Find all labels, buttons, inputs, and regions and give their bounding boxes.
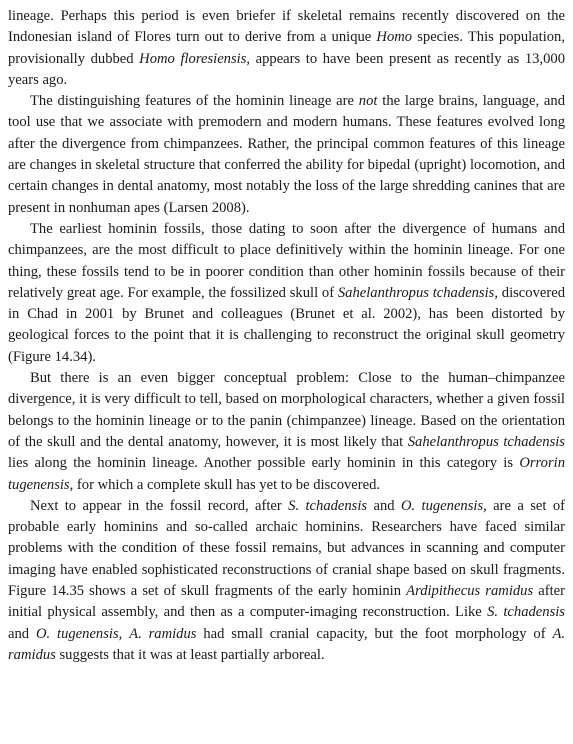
italic-term: Homo floresiensis xyxy=(139,50,247,67)
italic-term: O. tugenensis xyxy=(35,625,119,642)
paragraph xyxy=(8,368,565,496)
text-run: suggests that it was at least partially arboreal. xyxy=(55,646,325,663)
text-run: species. This population, provisionally dubbed xyxy=(8,29,565,67)
text-run: lies along the hominin lineage. Another possible early hominin in this category is xyxy=(8,455,520,472)
text-run: The distinguishing features of the hominin lineage are xyxy=(30,93,359,110)
text-run: But there is an even bigger conceptual problem: Close to the human–chimpanzee divergence, it is very difficult to tell, based on morphological characters, whether a given fossil belongs to the hominin lineage or to the panin (chimpanzee) lineage. Based on the orientation of the skull and the dental anatomy, however, it is most likely that xyxy=(8,370,565,450)
text-run: , xyxy=(118,625,130,642)
text-run: , discovered in Chad in 2001 by Brunet and colleagues (Brunet et al. 2002), has been distorted by geological forces to the point that it is challenging to reconstruct the original skull geometry (Figure 14.34). xyxy=(8,284,565,365)
text-run: after initial physical assembly, and then as a computer-imaging reconstruction. Like xyxy=(8,583,565,621)
text-run: , for which a complete skull has yet to be discovered. xyxy=(69,476,381,493)
italic-term: A. ramidus xyxy=(8,625,566,663)
paragraph xyxy=(8,6,565,91)
paragraph xyxy=(8,496,565,666)
italic-term: S. tchadensis xyxy=(487,604,565,621)
italic-term: Orrorin tugenensis xyxy=(8,455,565,493)
italic-term: Sahelanthropus tchadensis xyxy=(337,284,495,301)
text-run: had small cranial capacity, but the foot morphology of xyxy=(196,625,553,642)
body-text xyxy=(8,6,565,666)
text-run: , appears to have been present as recently as 13,000 years ago. xyxy=(8,50,565,88)
text-run: the large brains, language, and tool use that we associate with premodern and modern humans. These features evolved long after the divergence from chimpanzees. Rather, the principal common features of this lineage are changes in skeletal structure that conferred the ability for bipedal (upright) locomotion, and certain changes in dental anatomy, most notably the loss of the large shredding canines that are present in nonhuman apes (Larsen 2008). xyxy=(8,93,566,216)
paragraph xyxy=(8,219,565,368)
italic-term: not xyxy=(358,93,378,110)
text-run: Next to appear in the fossil record, after xyxy=(30,497,289,514)
italic-term: Ardipithecus ramidus xyxy=(406,583,534,600)
text-run: lineage. Perhaps this period is even briefer if skeletal remains recently discovered on the Indonesian island of Flores turn out to derive from a unique xyxy=(8,8,565,46)
paragraph xyxy=(8,91,565,219)
italic-term: Sahelanthropus tchadensis xyxy=(407,433,565,450)
text-run: , are a set of probable early hominins and so-called archaic hominins. Researchers have faced similar problems with the condition of these fossil remains, but advances in scanning and computer imaging have enabled sophisticated reconstructions of cranial shape based on skull fragments. Figure 14.35 shows a set of skull fragments of the early hominin xyxy=(8,497,565,600)
italic-term: A. ramidus xyxy=(129,625,197,642)
italic-term: O. tugenensis xyxy=(400,497,484,514)
italic-term: Homo xyxy=(376,29,413,46)
text-run: and xyxy=(8,625,36,642)
text-run: The earliest hominin fossils, those dating to soon after the divergence of humans and chimpanzees, are the most difficult to place definitively within the hominin lineage. For one thing, these fossils tend to be in poorer condition than other hominin fossils because of their relatively great age. For example, the fossilized skull of xyxy=(8,220,565,301)
italic-term: S. tchadensis xyxy=(288,497,368,514)
text-run: and xyxy=(367,497,401,514)
